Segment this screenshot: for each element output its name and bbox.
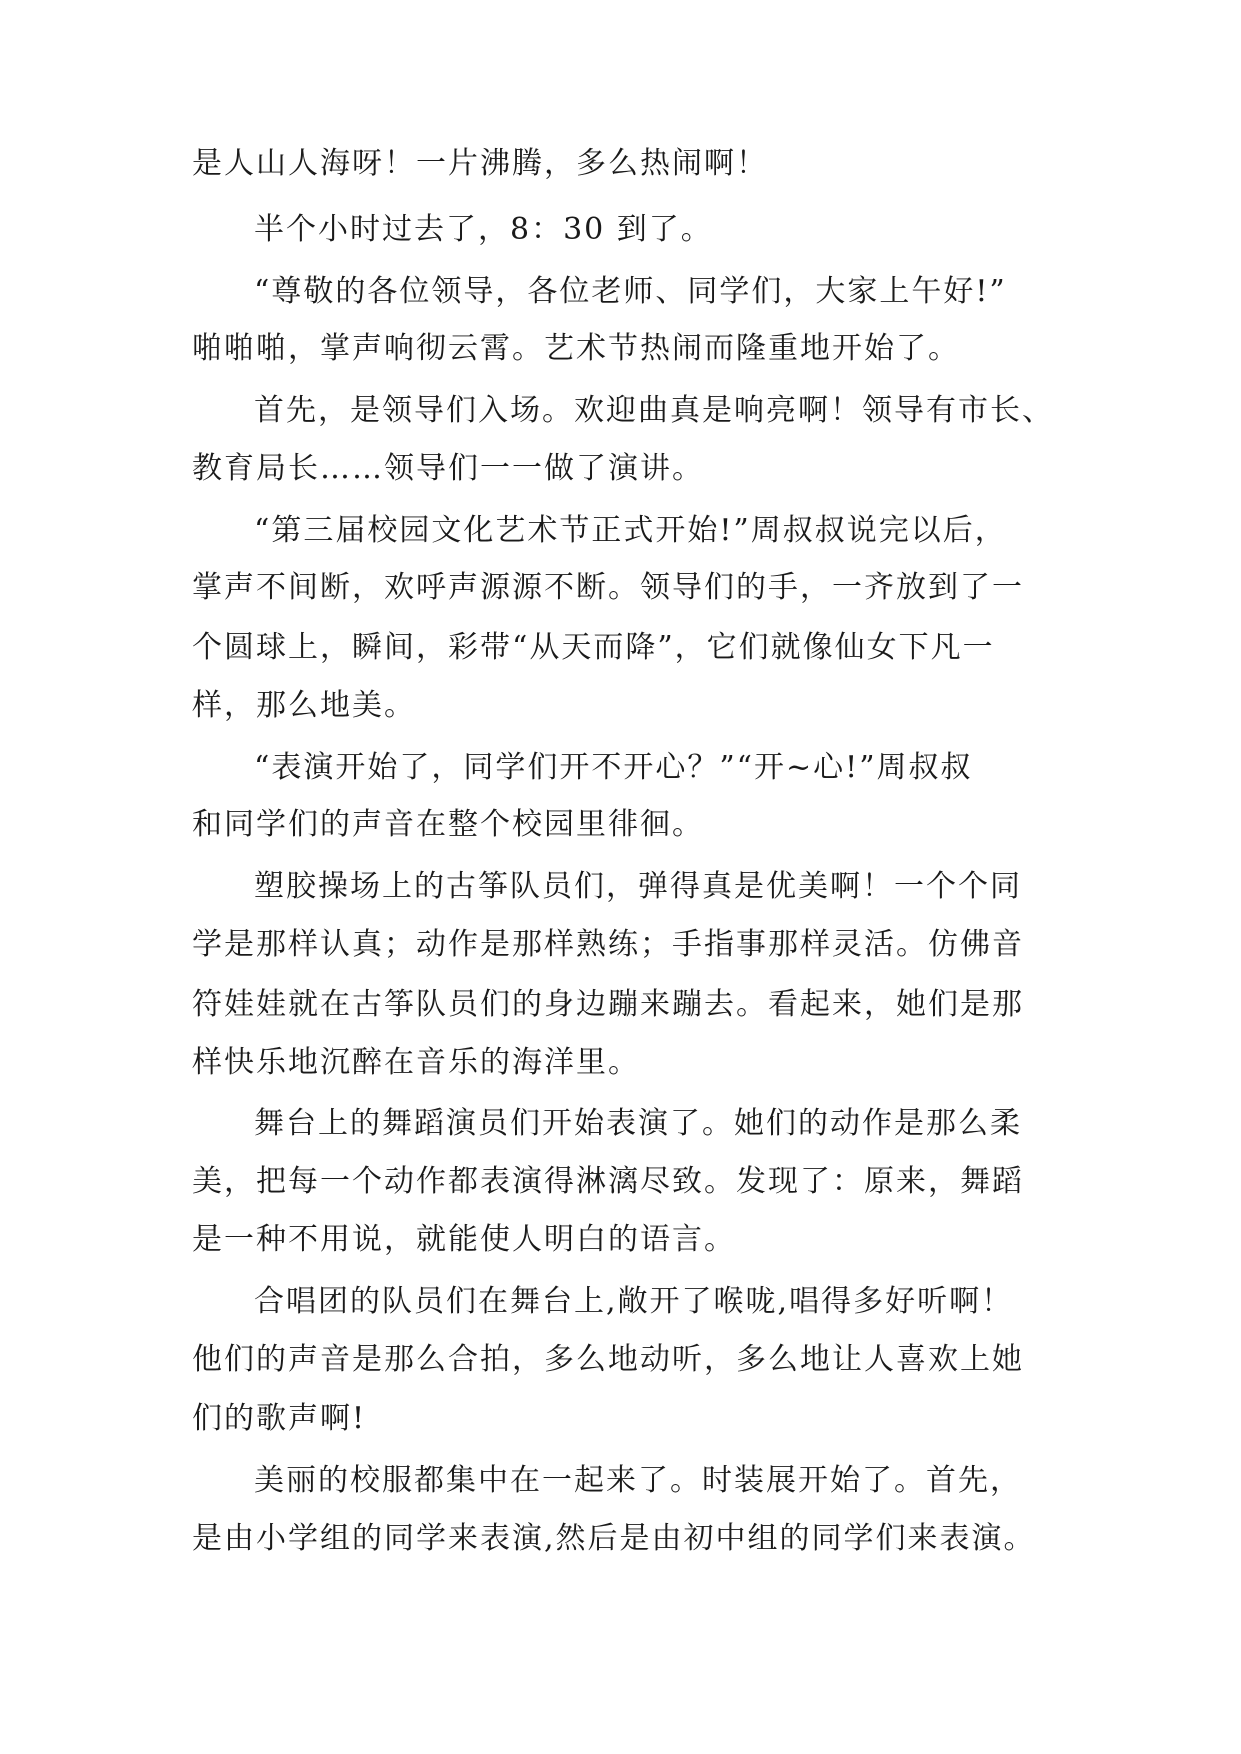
- text-line: 个圆球上，瞬间，彩带“从天而降”，它们就像仙女下凡一: [192, 630, 995, 665]
- text-line: 首先，是领导们入场。欢迎曲真是响亮啊！领导有市长、: [254, 393, 1054, 428]
- text-line: 塑胶操场上的古筝队员们，弹得真是优美啊！一个个同: [254, 869, 1022, 904]
- text-line: “尊敬的各位领导，各位老师、同学们，大家上午好!”: [254, 274, 1007, 309]
- text-line: 舞台上的舞蹈演员们开始表演了。她们的动作是那么柔: [254, 1106, 1022, 1141]
- text-line: “第三届校园文化艺术节正式开始!”周叔叔说完以后，: [254, 513, 1007, 548]
- text-line: 美，把每一个动作都表演得淋漓尽致。发现了：原来，舞蹈: [192, 1164, 1024, 1199]
- text-line: 样快乐地沉醉在音乐的海洋里。: [192, 1045, 640, 1080]
- text-line: 是人山人海呀！一片沸腾，多么热闹啊！: [192, 146, 768, 181]
- text-line: 他们的声音是那么合拍，多么地动听，多么地让人喜欢上她: [192, 1342, 1024, 1377]
- text-line: 半个小时过去了，8：30 到了。: [254, 212, 713, 247]
- text-line: “表演开始了，同学们开不开心？”“开~心!”周叔叔: [254, 750, 973, 785]
- text-line: 是由小学组的同学来表演,然后是由初中组的同学们来表演。: [192, 1521, 1036, 1556]
- text-line: 符娃娃就在古筝队员们的身边蹦来蹦去。看起来，她们是那: [192, 987, 1024, 1022]
- text-line: 教育局长……领导们一一做了演讲。: [192, 451, 704, 486]
- text-line: 们的歌声啊!: [192, 1401, 367, 1436]
- text-line: 合唱团的队员们在舞台上,敞开了喉咙,唱得多好听啊！: [254, 1284, 1014, 1319]
- text-line: 和同学们的声音在整个校园里徘徊。: [192, 807, 704, 842]
- text-line: 学是那样认真；动作是那样熟练；手指事那样灵活。仿佛音: [192, 927, 1024, 962]
- text-line: 是一种不用说，就能使人明白的语言。: [192, 1222, 736, 1257]
- text-line: 掌声不间断，欢呼声源源不断。领导们的手，一齐放到了一: [192, 570, 1024, 605]
- text-line: 样，那么地美。: [192, 688, 416, 723]
- text-line: 啪啪啪，掌声响彻云霄。艺术节热闹而隆重地开始了。: [192, 331, 960, 366]
- text-line: 美丽的校服都集中在一起来了。时装展开始了。首先，: [254, 1463, 1022, 1498]
